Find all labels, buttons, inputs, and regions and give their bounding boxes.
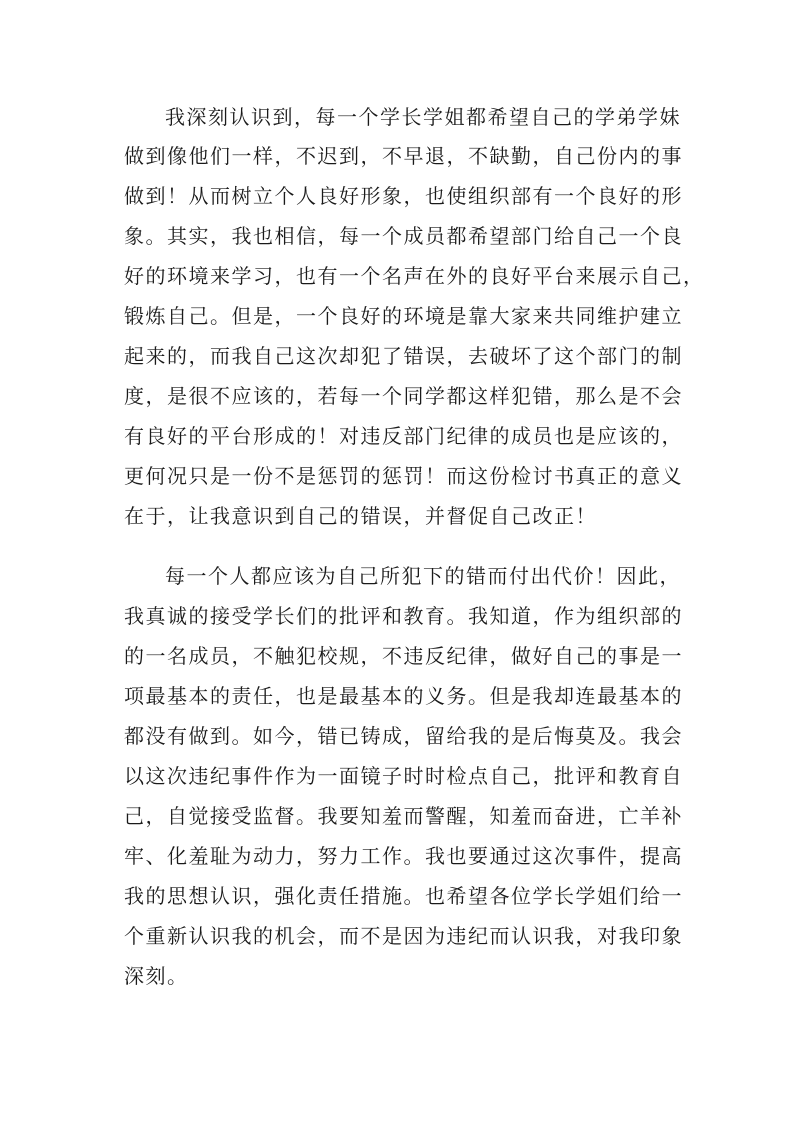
paragraph-1-line-7: 起来的，而我自己这次却犯了错误，去破坏了这个部门的制 (124, 344, 683, 368)
paragraph-2-line-3: 的一名成员，不触犯校规，不违反纪律，做好自己的事是一 (124, 644, 683, 668)
paragraph-2-line-8: 牢、化羞耻为动力，努力工作。我也要通过这次事件，提高 (124, 844, 683, 868)
paragraph-1-line-4: 象。其实，我也相信，每一个成员都希望部门给自己一个良 (124, 224, 683, 248)
paragraph-2-line-9: 我的思想认识，强化责任措施。也希望各位学长学姐们给一 (124, 884, 683, 908)
paragraph-1-line-11: 在于，让我意识到自己的错误，并督促自己改正！ (124, 504, 597, 528)
paragraph-1-line-2: 做到像他们一样，不迟到，不早退，不缺勤，自己份内的事 (124, 144, 683, 168)
paragraph-1-line-10: 更何况只是一份不是惩罚的惩罚！而这份检讨书真正的意义 (124, 464, 683, 488)
paragraph-1-line-9: 有良好的平台形成的！对违反部门纪律的成员也是应该的， (124, 424, 683, 448)
paragraph-2-line-11: 深刻。 (124, 964, 189, 988)
paragraph-2-line-1: 每一个人都应该为自己所犯下的错而付出代价！因此， (165, 564, 681, 588)
paragraph-1-line-5: 好的环境来学习，也有一个名声在外的良好平台来展示自己， (124, 264, 705, 288)
paragraph-2-line-6: 以这次违纪事件作为一面镜子时时检点自己，批评和教育自 (124, 764, 683, 788)
paragraph-1-line-8: 度，是很不应该的，若每一个同学都这样犯错，那么是不会 (124, 384, 683, 408)
paragraph-2-line-5: 都没有做到。如今，错已铸成，留给我的是后悔莫及。我会 (124, 724, 683, 748)
paragraph-2-line-2: 我真诚的接受学长们的批评和教育。我知道，作为组织部的 (124, 604, 683, 628)
paragraph-1-line-6: 锻炼自己。但是，一个良好的环境是靠大家来共同维护建立 (124, 304, 683, 328)
paragraph-1-line-1: 我深刻认识到，每一个学长学姐都希望自己的学弟学妹 (165, 105, 681, 129)
paragraph-2-line-4: 项最基本的责任，也是最基本的义务。但是我却连最基本的 (124, 684, 683, 708)
paragraph-1-line-3: 做到！从而树立个人良好形象，也使组织部有一个良好的形 (124, 184, 683, 208)
paragraph-2-line-7: 己，自觉接受监督。我要知羞而警醒，知羞而奋进，亡羊补 (124, 804, 683, 828)
paragraph-2-line-10: 个重新认识我的机会，而不是因为违纪而认识我，对我印象 (124, 924, 683, 948)
